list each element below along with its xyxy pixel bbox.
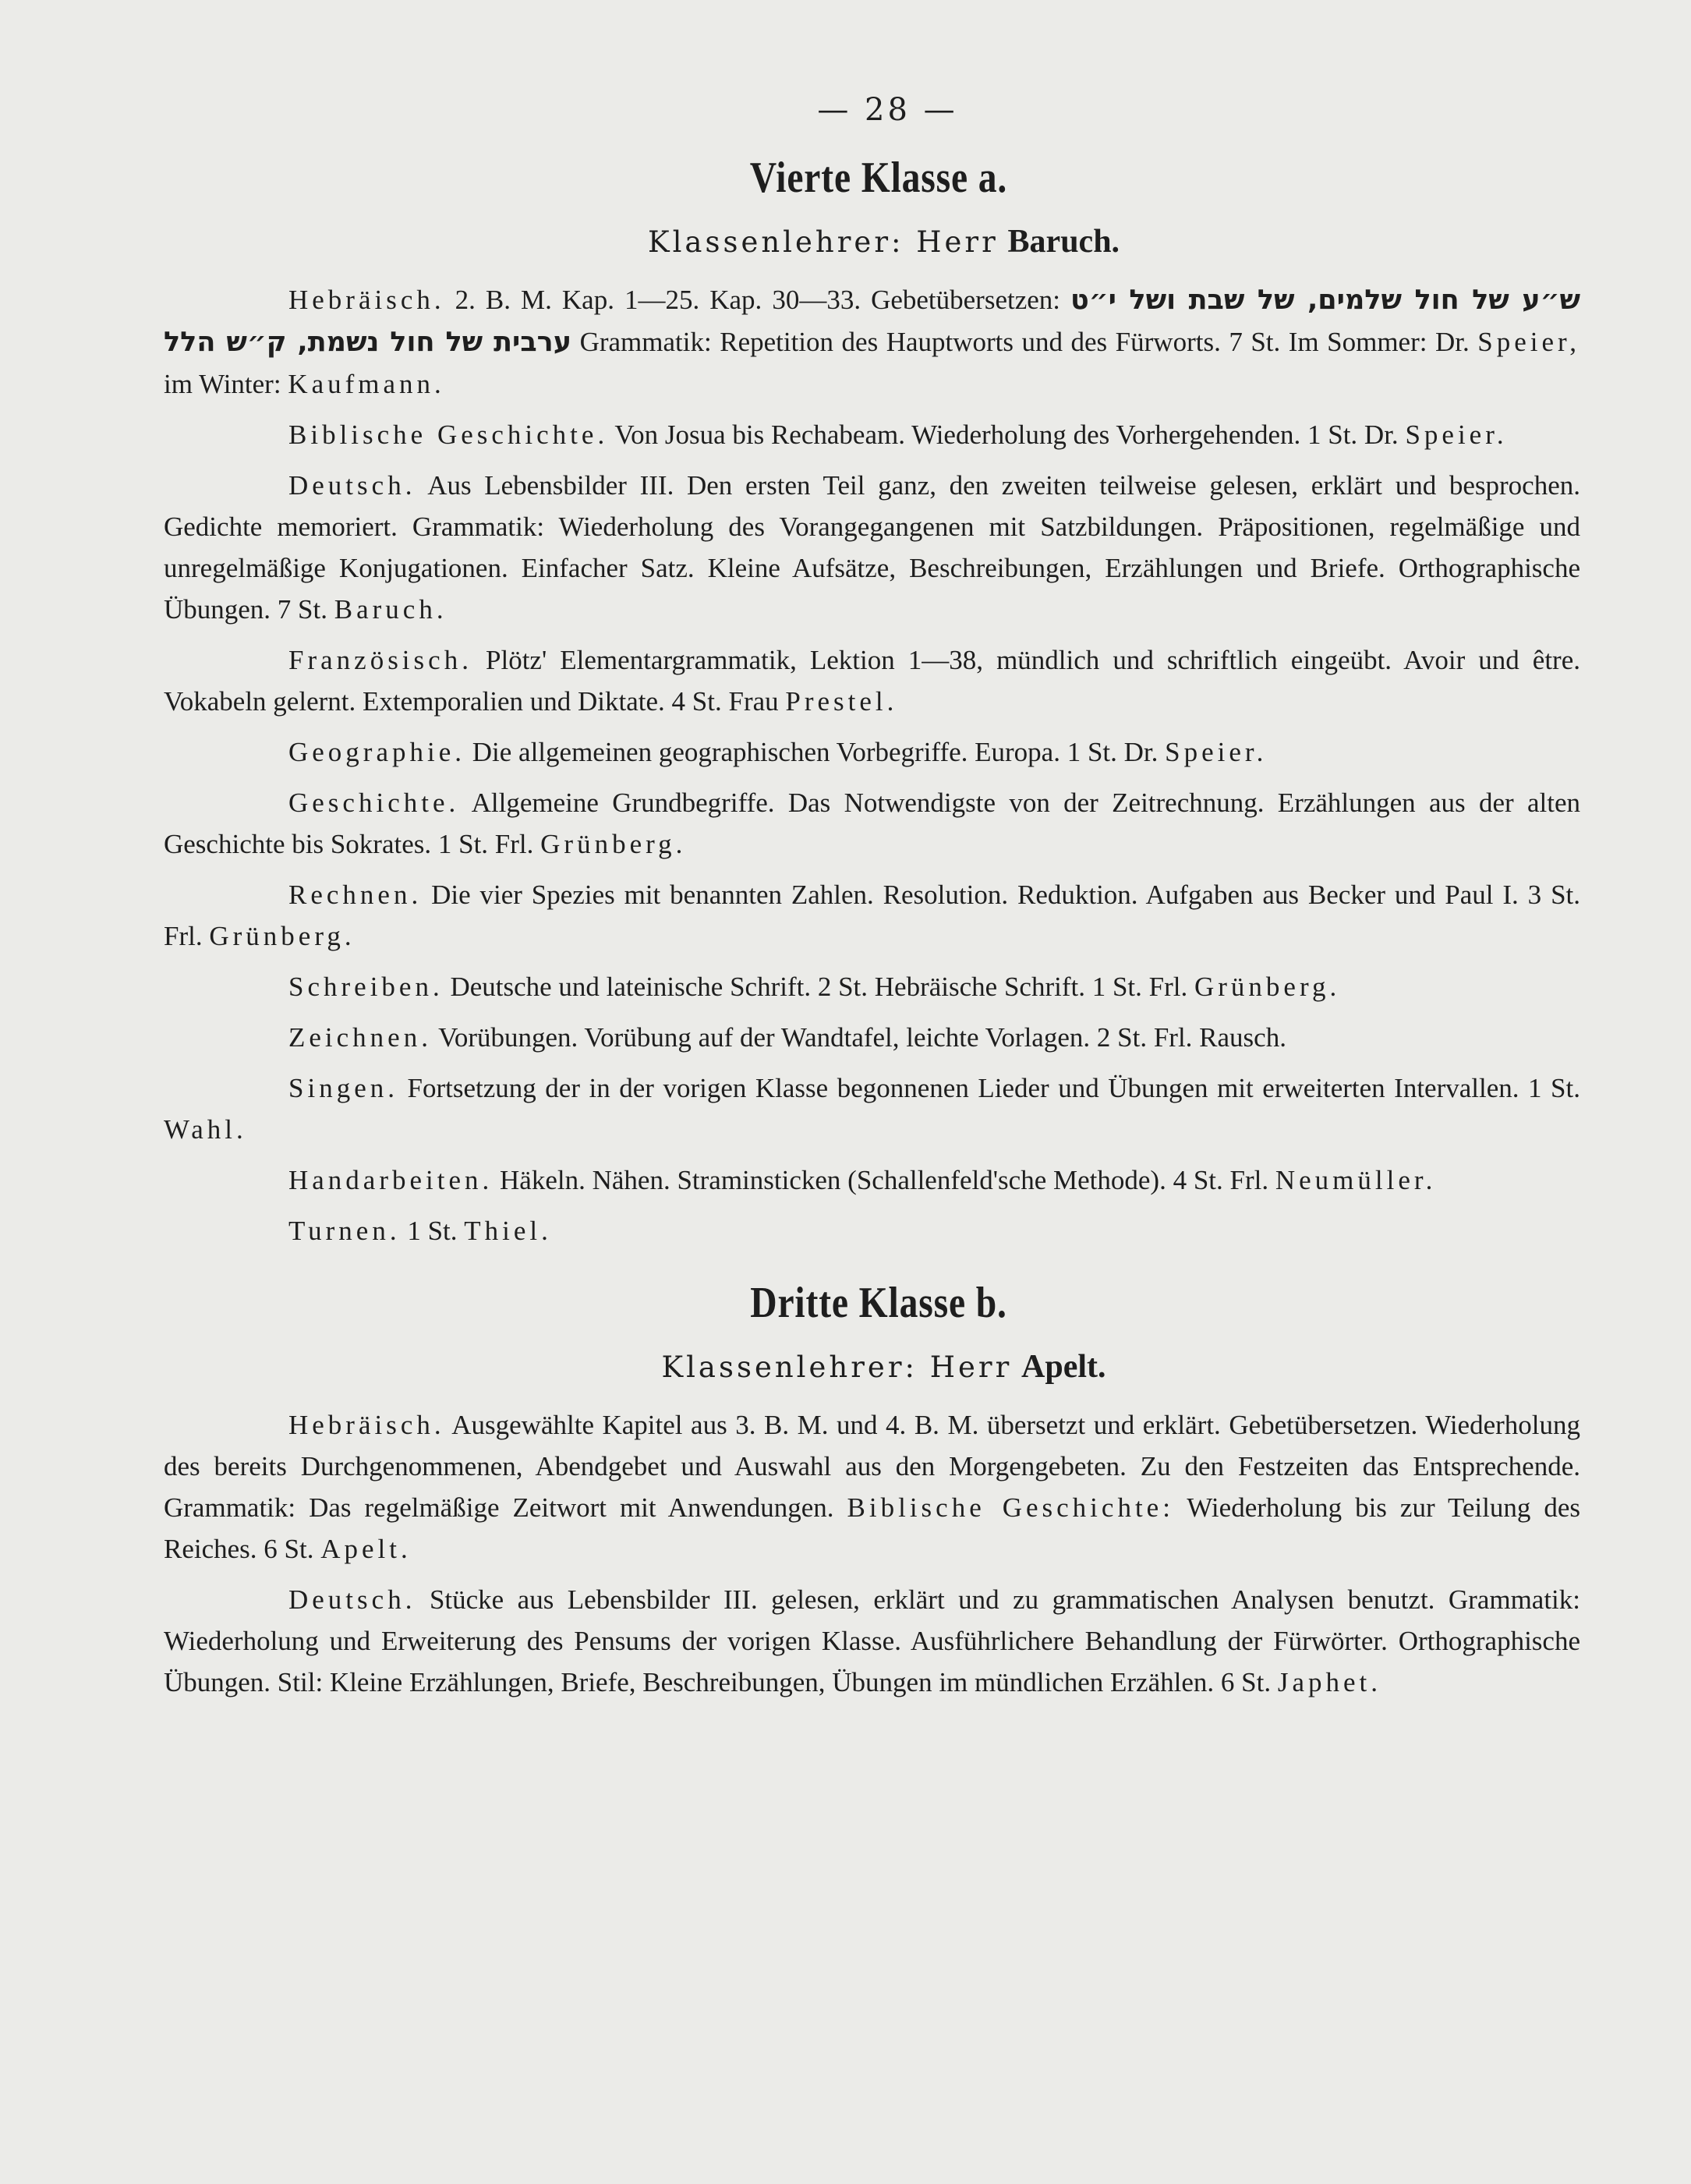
hebrew-text: ש״ע של חול שלמים, של שבת ושל י״ט ערבית של חול נשמת, ק״ש הלל: [164, 285, 1580, 358]
teacher: Neumüller.: [1275, 1165, 1437, 1195]
teacher: Grünberg.: [209, 921, 356, 951]
entry-hebraeisch: [164, 1404, 1580, 1570]
entry-text: 2. B. M. Kap. 1—25. Kap. 30—33. Gebetübersetzen:: [455, 285, 1061, 315]
entry-text: im Winter:: [164, 369, 281, 399]
entry-text: Deutsche und lateinische Schrift. 2 St. Hebräische Schrift. 1 St. Frl.: [450, 972, 1188, 1002]
entry-text: Fortsetzung der in der vorigen Klasse begonnenen Lieder und Übungen mit erweiterten Intervallen. 1 St.: [407, 1073, 1580, 1103]
subject: Schreiben.: [288, 972, 444, 1002]
teacher: Thiel.: [464, 1216, 552, 1246]
teacher: Japhet.: [1277, 1667, 1381, 1697]
entry-text: Die allgemeinen geographischen Vorbegriffe. Europa. 1 St. Dr.: [472, 737, 1159, 767]
entry-text: 1 St.: [407, 1216, 458, 1246]
subject: Zeichnen.: [288, 1022, 432, 1053]
page-number: — 28 —: [817, 92, 958, 128]
subject: Hebräisch.: [288, 285, 445, 315]
subject: Deutsch.: [288, 1584, 416, 1615]
entry-deutsch: [164, 1579, 1580, 1703]
subject: Biblische Geschichte.: [288, 419, 609, 450]
entry-geographie: [164, 731, 1580, 773]
entry-text: Grammatik: Repetition des Hauptworts und des Fürworts. 7 St. Im Sommer: Dr.: [579, 327, 1470, 357]
teacher: Speier,: [1477, 327, 1581, 357]
entry-text: Plötz' Elementargrammatik, Lektion 1—38, mündlich und schriftlich eingeübt. Avoir und être. Vokabeln gelernt. Extemporalien und Diktate. 4 St. Frau: [164, 645, 1580, 717]
teacher: Apelt.: [320, 1534, 412, 1564]
subject: Geschichte.: [288, 788, 460, 818]
entry-text: Vorübungen. Vorübung auf der Wandtafel, leichte Vorlagen. 2 St. Frl. Rausch.: [438, 1022, 1286, 1053]
entry-geschichte: [164, 782, 1580, 865]
teacher: Grünberg.: [1194, 972, 1341, 1002]
entry-singen: [164, 1067, 1580, 1150]
subject: Handarbeiten.: [288, 1165, 494, 1195]
class-teacher-name: Apelt.: [1021, 1349, 1106, 1385]
teacher: Kaufmann.: [288, 369, 445, 399]
entry-text: Von Josua bis Rechabeam. Wiederholung des Vorhergehenden. 1 St. Dr.: [614, 419, 1399, 450]
teacher: Grünberg.: [540, 829, 687, 859]
subject: Rechnen.: [288, 880, 423, 910]
class-teacher-label: Klassenlehrer: Herr: [661, 1350, 1013, 1384]
teacher: Speier.: [1165, 737, 1268, 767]
teacher: Speier.: [1405, 419, 1508, 450]
entry-text: Die vier Spezies mit benannten Zahlen. Resolution. Reduktion. Aufgaben aus Becker und Paul I. 3 St. Frl.: [164, 880, 1581, 951]
class-teacher-name: Baruch.: [1007, 224, 1120, 260]
subject: Französisch.: [288, 645, 472, 675]
section-title: Vierte Klasse a.: [749, 154, 1008, 202]
entry-hebraeisch: [164, 279, 1580, 405]
subject: Turnen.: [288, 1216, 401, 1246]
class-teacher-label: Klassenlehrer: Herr: [647, 225, 999, 259]
teacher: Wahl.: [164, 1114, 247, 1145]
subject: Hebräisch.: [288, 1410, 445, 1440]
entry-text: Stücke aus Lebensbilder III. gelesen, erklärt und zu grammatischen Analysen benutzt. Grammatik: Wiederholung und Erweiterung des Pensums der vorigen Klasse. Ausführlichere Behandlung der Fürwörter. Orthographische Übungen. Stil: Kleine Erzählungen, Briefe, Beschreibungen, Übungen im mündlichen Erzählen. 6 St.: [164, 1584, 1581, 1697]
entry-text: Wiederholung bis zur Teilung des Reiches. 6 St.: [164, 1492, 1580, 1564]
class-teacher: [164, 223, 1580, 260]
entry-biblische-geschichte: [164, 414, 1580, 455]
entry-franzoesisch: [164, 639, 1580, 722]
entry-deutsch: [164, 465, 1580, 630]
entry-handarbeiten: [164, 1159, 1580, 1201]
subject: Deutsch.: [288, 470, 416, 501]
entry-schreiben: [164, 966, 1580, 1007]
entry-rechnen: [164, 874, 1580, 957]
subject: Biblische Geschichte:: [847, 1492, 1174, 1523]
entry-text: Häkeln. Nähen. Straminsticken (Schallenfeld'sche Methode). 4 St. Frl.: [500, 1165, 1269, 1195]
entry-turnen: [164, 1210, 1580, 1251]
entry-text: Ausgewählte Kapitel aus 3. B. M. und 4. B. M. übersetzt und erklärt. Gebetübersetzen. Wiederholung des bereits Durchgenommenen, Abendgebet und Auswahl aus den Morgengebeten. Zu den Festzeiten das Entsprechende. Grammatik: Das regelmäßige Zeitwort mit Anwendungen.: [164, 1410, 1580, 1523]
class-teacher: [164, 1348, 1580, 1386]
entry-text: Aus Lebensbilder III. Den ersten Teil ganz, den zweiten teilweise gelesen, erklärt und besprochen. Gedichte memoriert. Grammatik: Wiederholung des Vorangegangenen mit Satzbildungen. Präpositionen, regelmäßige und unregelmäßige Konjugationen. Einfacher Satz. Kleine Aufsätze, Beschreibungen, Erzählungen und Briefe. Orthographische Übungen. 7 St.: [164, 470, 1580, 625]
entry-text: Allgemeine Grundbegriffe. Das Notwendigste von der Zeitrechnung. Erzählungen aus der alten Geschichte bis Sokrates. 1 St. Frl.: [164, 788, 1580, 859]
entry-zeichnen: [164, 1017, 1580, 1058]
section-title: Dritte Klasse b.: [750, 1279, 1007, 1327]
teacher: Baruch.: [334, 594, 448, 625]
subject: Geographie.: [288, 737, 466, 767]
teacher: Prestel.: [785, 686, 898, 717]
subject: Singen.: [288, 1073, 398, 1103]
